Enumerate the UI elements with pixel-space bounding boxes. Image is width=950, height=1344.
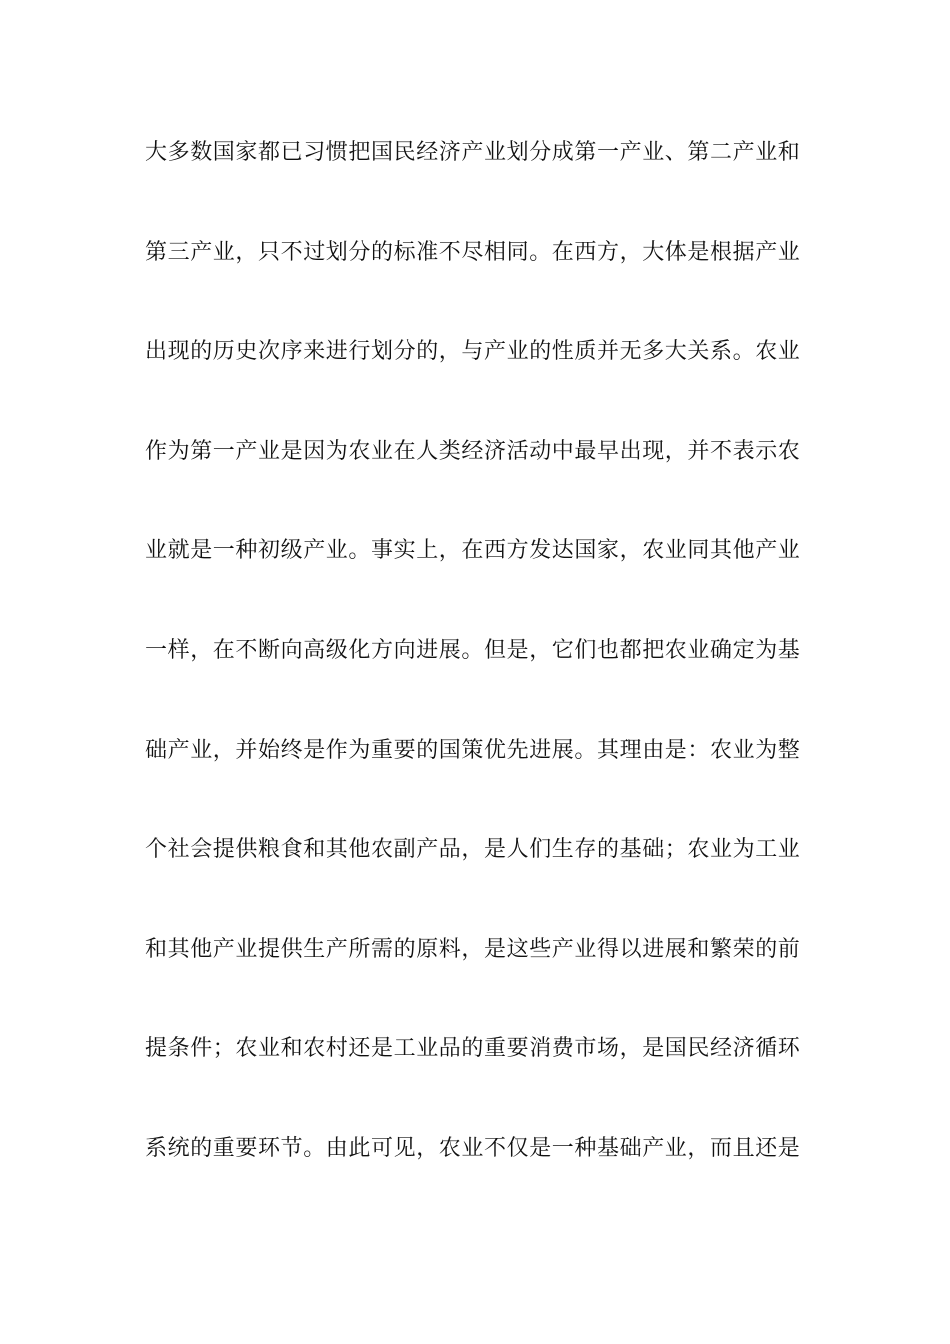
text-line: 系统的重要环节。由此可见，农业不仅是一种基础产业，而且还是	[145, 1135, 801, 1161]
text-line: 出现的历史次序来进行划分的，与产业的性质并无多大关系。农业	[145, 339, 801, 365]
text-line: 提条件；农业和农村还是工业品的重要消费市场，是国民经济循环	[145, 1036, 801, 1062]
text-line: 第三产业，只不过划分的标准不尽相同。在西方，大体是根据产业	[145, 239, 801, 265]
body-paragraph	[145, 130, 815, 1226]
text-line: 作为第一产业是因为农业在人类经济活动中最早出现，并不表示农	[145, 438, 801, 464]
text-line: 业就是一种初级产业。事实上，在西方发达国家，农业同其他产业	[145, 538, 801, 564]
text-line: 和其他产业提供生产所需的原料，是这些产业得以进展和繁荣的前	[145, 936, 801, 962]
text-line: 大多数国家都已习惯把国民经济产业划分成第一产业、第二产业和	[145, 140, 801, 165]
text-line: 一样，在不断向高级化方向进展。但是，它们也都把农业确定为基	[145, 637, 801, 663]
text-line: 个社会提供粮食和其他农副产品，是人们生存的基础；农业为工业	[145, 837, 801, 863]
text-line: 础产业，并始终是作为重要的国策优先进展。其理由是：农业为整	[145, 737, 801, 763]
